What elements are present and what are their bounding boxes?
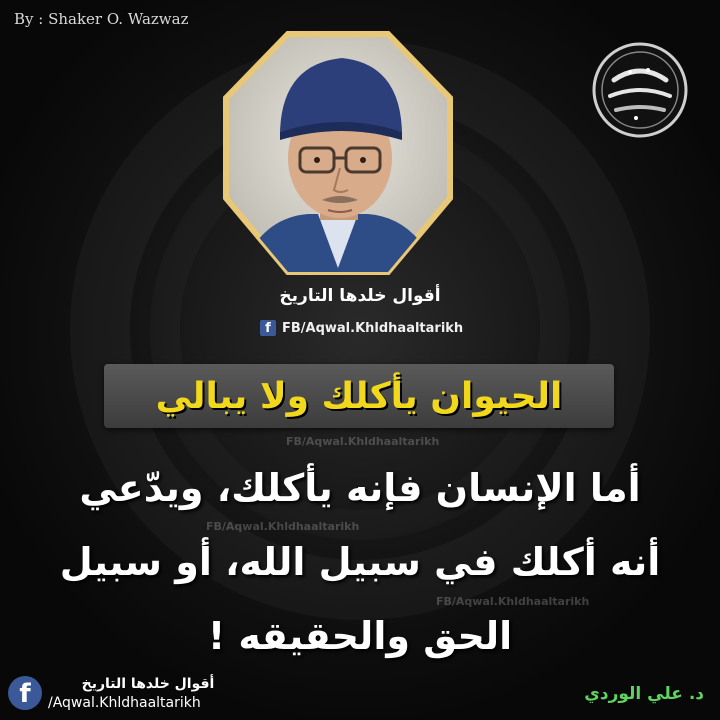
headline-banner bbox=[104, 364, 614, 428]
watermark-text: FB/Aqwal.Khldhaaltarikh bbox=[436, 595, 590, 608]
quote-line-1: أما الإنسان فإنه يأكلك، ويدّعي bbox=[79, 466, 641, 510]
footer-page-title: أقوال خلدها التاريخ bbox=[81, 676, 215, 692]
headline-text: الحيوان يأكلك ولا يبالي bbox=[155, 375, 563, 417]
watermark-text: FB/Aqwal.Khldhaaltarikh bbox=[206, 520, 360, 533]
author-name: د. علي الوردي bbox=[584, 684, 704, 704]
credit-text: By : Shaker O. Wazwaz bbox=[14, 10, 189, 28]
author-portrait bbox=[218, 28, 458, 278]
footer-facebook-icon: f bbox=[8, 676, 42, 710]
quote-line-2: أنه أكلك في سبيل الله، أو سبيل bbox=[59, 540, 661, 584]
page-facebook-handle: FB/Aqwal.Khldhaaltarikh bbox=[282, 320, 464, 336]
page-name: أقوال خلدها التاريخ bbox=[279, 286, 441, 306]
watermark-text: FB/Aqwal.Khldhaaltarikh bbox=[286, 435, 440, 448]
logo-seal-icon bbox=[590, 40, 690, 140]
facebook-icon: f bbox=[260, 320, 276, 336]
footer-page-url: /Aqwal.Khldhaaltarikh bbox=[48, 695, 201, 711]
page-facebook-line bbox=[260, 318, 463, 338]
quote-line-3: الحق والحقيقه ! bbox=[207, 614, 513, 658]
